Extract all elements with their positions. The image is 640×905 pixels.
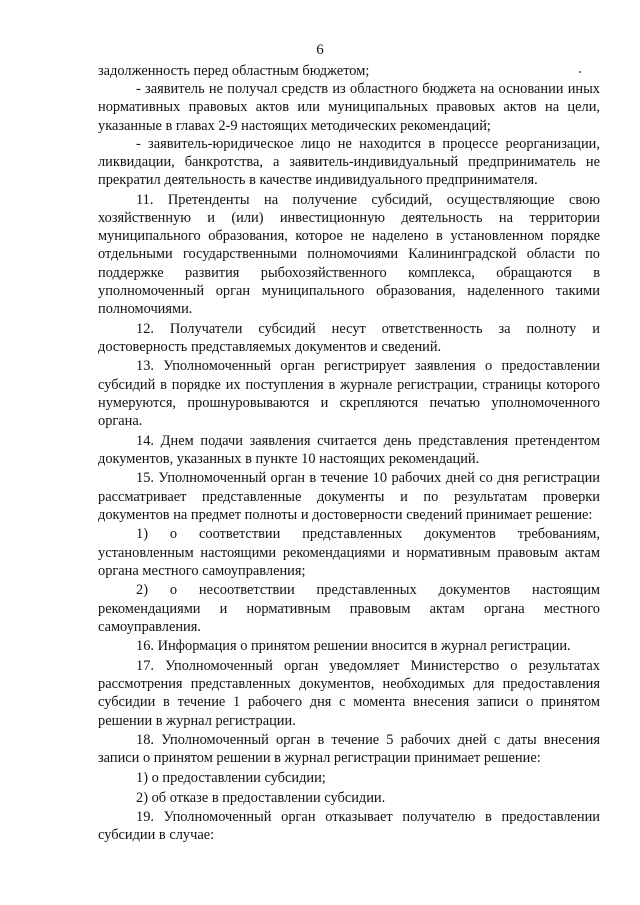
paragraph: задолженность перед областным бюджетом;	[98, 63, 370, 79]
paragraph: - заявитель-юридическое лицо не находится в процессе реорганизации, ликвидации, банкротства, а заявитель-индивидуальный предприниматель не прекратил деятельность в качестве индивидуального предпринимателя.	[98, 135, 600, 189]
document-body	[98, 62, 600, 845]
paragraph: 2) об отказе в предоставлении субсидии.	[136, 789, 386, 806]
paragraph: 11. Претенденты на получение субсидий, осуществляющие свою хозяйственную и (или) инвестиционную деятельность на территории муниципального образования, которое не наделено в установленном порядке отдельными государственными полномочиями Калининградской области по поддержке развития рыбохозяйственного комплекса, обращаются в уполномоченный орган муниципального образования, наделенного такими полномочиями.	[98, 191, 600, 318]
paragraph: 19. Уполномоченный орган отказывает получателю в предоставлении субсидии в случае:	[98, 809, 600, 844]
paragraph: 2) о несоответствии представленных документов настоящим рекомендациями и нормативным правовым актам органа местного самоуправления.	[98, 582, 600, 635]
paragraph: 1) о соответствии представленных документов требованиям, установленным настоящими рекомендациями и нормативным правовым актам органа местного самоуправления;	[98, 526, 600, 579]
paragraph: 1) о предоставлении субсидии;	[136, 770, 326, 787]
paragraph: 13. Уполномоченный орган регистрирует заявления о предоставлении субсидий в порядке их поступления в журнале регистрации, страницы которого нумеруются, прошнуровываются и скрепляются печатью уполномоченного органа.	[98, 358, 600, 430]
paragraph: 16. Информация о принятом решении вносится в журнал регистрации.	[136, 638, 571, 655]
page-number: 6	[316, 42, 324, 58]
paragraph: 18. Уполномоченный орган в течение 5 рабочих дней с даты внесения записи о принятом решении в журнал регистрации принимает решение:	[98, 732, 600, 767]
paragraph: 17. Уполномоченный орган уведомляет Министерство о результатах рассмотрения представленных документов, необходимых для предоставления субсидии в течение 1 рабочего дня с момента внесения записи о принятом решении в журнал регистрации.	[98, 658, 600, 729]
paragraph: 15. Уполномоченный орган в течение 10 рабочих дней со дня регистрации рассматривает представленные документы и по результатам проверки документов на предмет полноты и достоверности сведений принимает решение:	[98, 470, 600, 523]
paragraph: 14. Днем подачи заявления считается день представления претендентом документов, указанных в пункте 10 настоящих рекомендаций.	[98, 432, 600, 467]
paragraph: 12. Получатели субсидий несут ответственность за полноту и достоверность представляемых документов и сведений.	[98, 320, 600, 355]
paragraph: - заявитель не получал средств из областного бюджета на основании иных нормативных правовых актов или муниципальных правовых актов на цели, указанные в главах 2-9 настоящих методических рекомендаций;	[98, 81, 600, 134]
